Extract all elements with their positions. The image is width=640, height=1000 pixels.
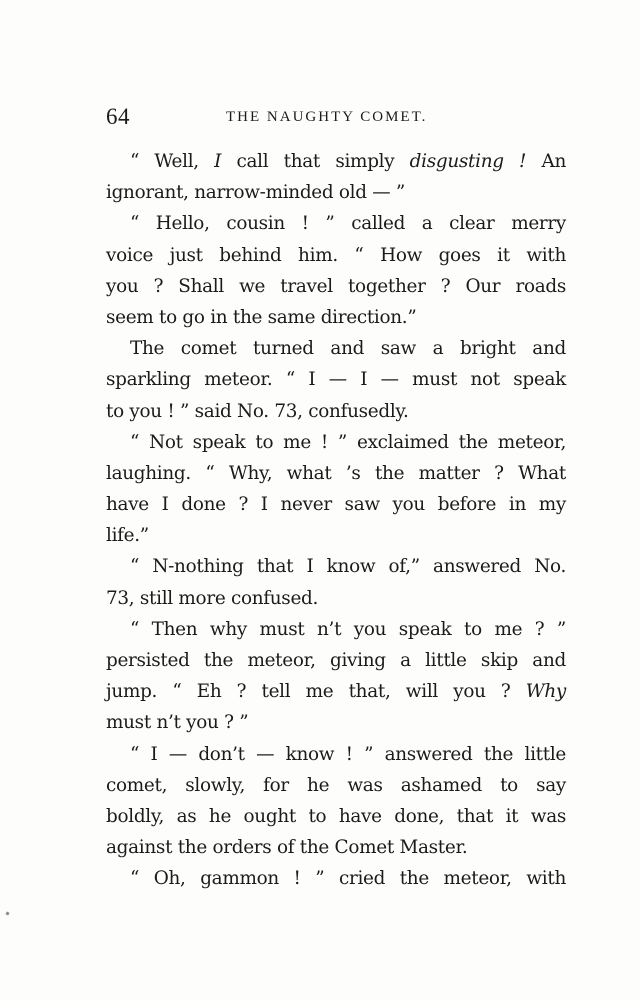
- text-line: “ Hello, cousin ! ” called a clear merry: [130, 213, 566, 235]
- body-text: [106, 146, 566, 895]
- text-line: [106, 676, 566, 707]
- text-line: “ N-nothing that I know of,” answered No.: [130, 556, 566, 578]
- text-span: jump. “ Eh ? tell me that, will you ?: [106, 681, 526, 703]
- paper-speck: [5, 911, 9, 915]
- text-line: ignorant, narrow-minded old — ”: [106, 182, 406, 204]
- text-line: “ Then why must n’t you speak to me ? ”: [130, 618, 566, 640]
- text-line: persisted the meteor, giving a little skip and: [106, 650, 566, 671]
- text-line: seem to go in the same direction.”: [106, 306, 417, 328]
- text-line: “ Oh, gammon ! ” cried the meteor, with: [130, 868, 566, 890]
- text-line: you ? Shall we travel together ? Our roads: [106, 275, 566, 297]
- text-span: An: [526, 151, 566, 172]
- text-line: laughing. “ Why, what ’s the matter ? What: [106, 462, 566, 484]
- text-line: must n’t you ? ”: [106, 712, 249, 734]
- text-line: 73, still more confused.: [106, 587, 319, 609]
- text-line: [106, 146, 566, 177]
- text-line: “ Not speak to me ! ” exclaimed the meteor,: [130, 431, 566, 453]
- text-line: life.”: [106, 525, 149, 547]
- running-head: THE NAUGHTY COMET.: [226, 109, 428, 125]
- text-line: The comet turned and saw a bright and: [130, 338, 566, 360]
- text-span: call that simply: [221, 151, 410, 172]
- italic-text: disgusting !: [409, 151, 527, 172]
- text-line: have I done ? I never saw you before in my: [106, 494, 566, 516]
- text-span: “ Well,: [130, 151, 215, 172]
- text-line: comet, slowly, for he was ashamed to say: [106, 774, 566, 796]
- text-line: voice just behind him. “ How goes it with: [106, 244, 566, 266]
- page-header: [106, 104, 566, 134]
- text-line: to you ! ” said No. 73, confusedly.: [106, 400, 409, 422]
- page-number: 64: [106, 104, 130, 129]
- text-line: boldly, as he ought to have done, that it was: [106, 805, 566, 827]
- text-line: sparkling meteor. “ I — I — must not speak: [106, 369, 566, 391]
- text-line: against the orders of the Comet Master.: [106, 837, 468, 859]
- italic-text: I: [214, 151, 222, 172]
- text-line: “ I — don’t — know ! ” answered the little: [130, 743, 566, 765]
- italic-text: Why: [525, 681, 566, 703]
